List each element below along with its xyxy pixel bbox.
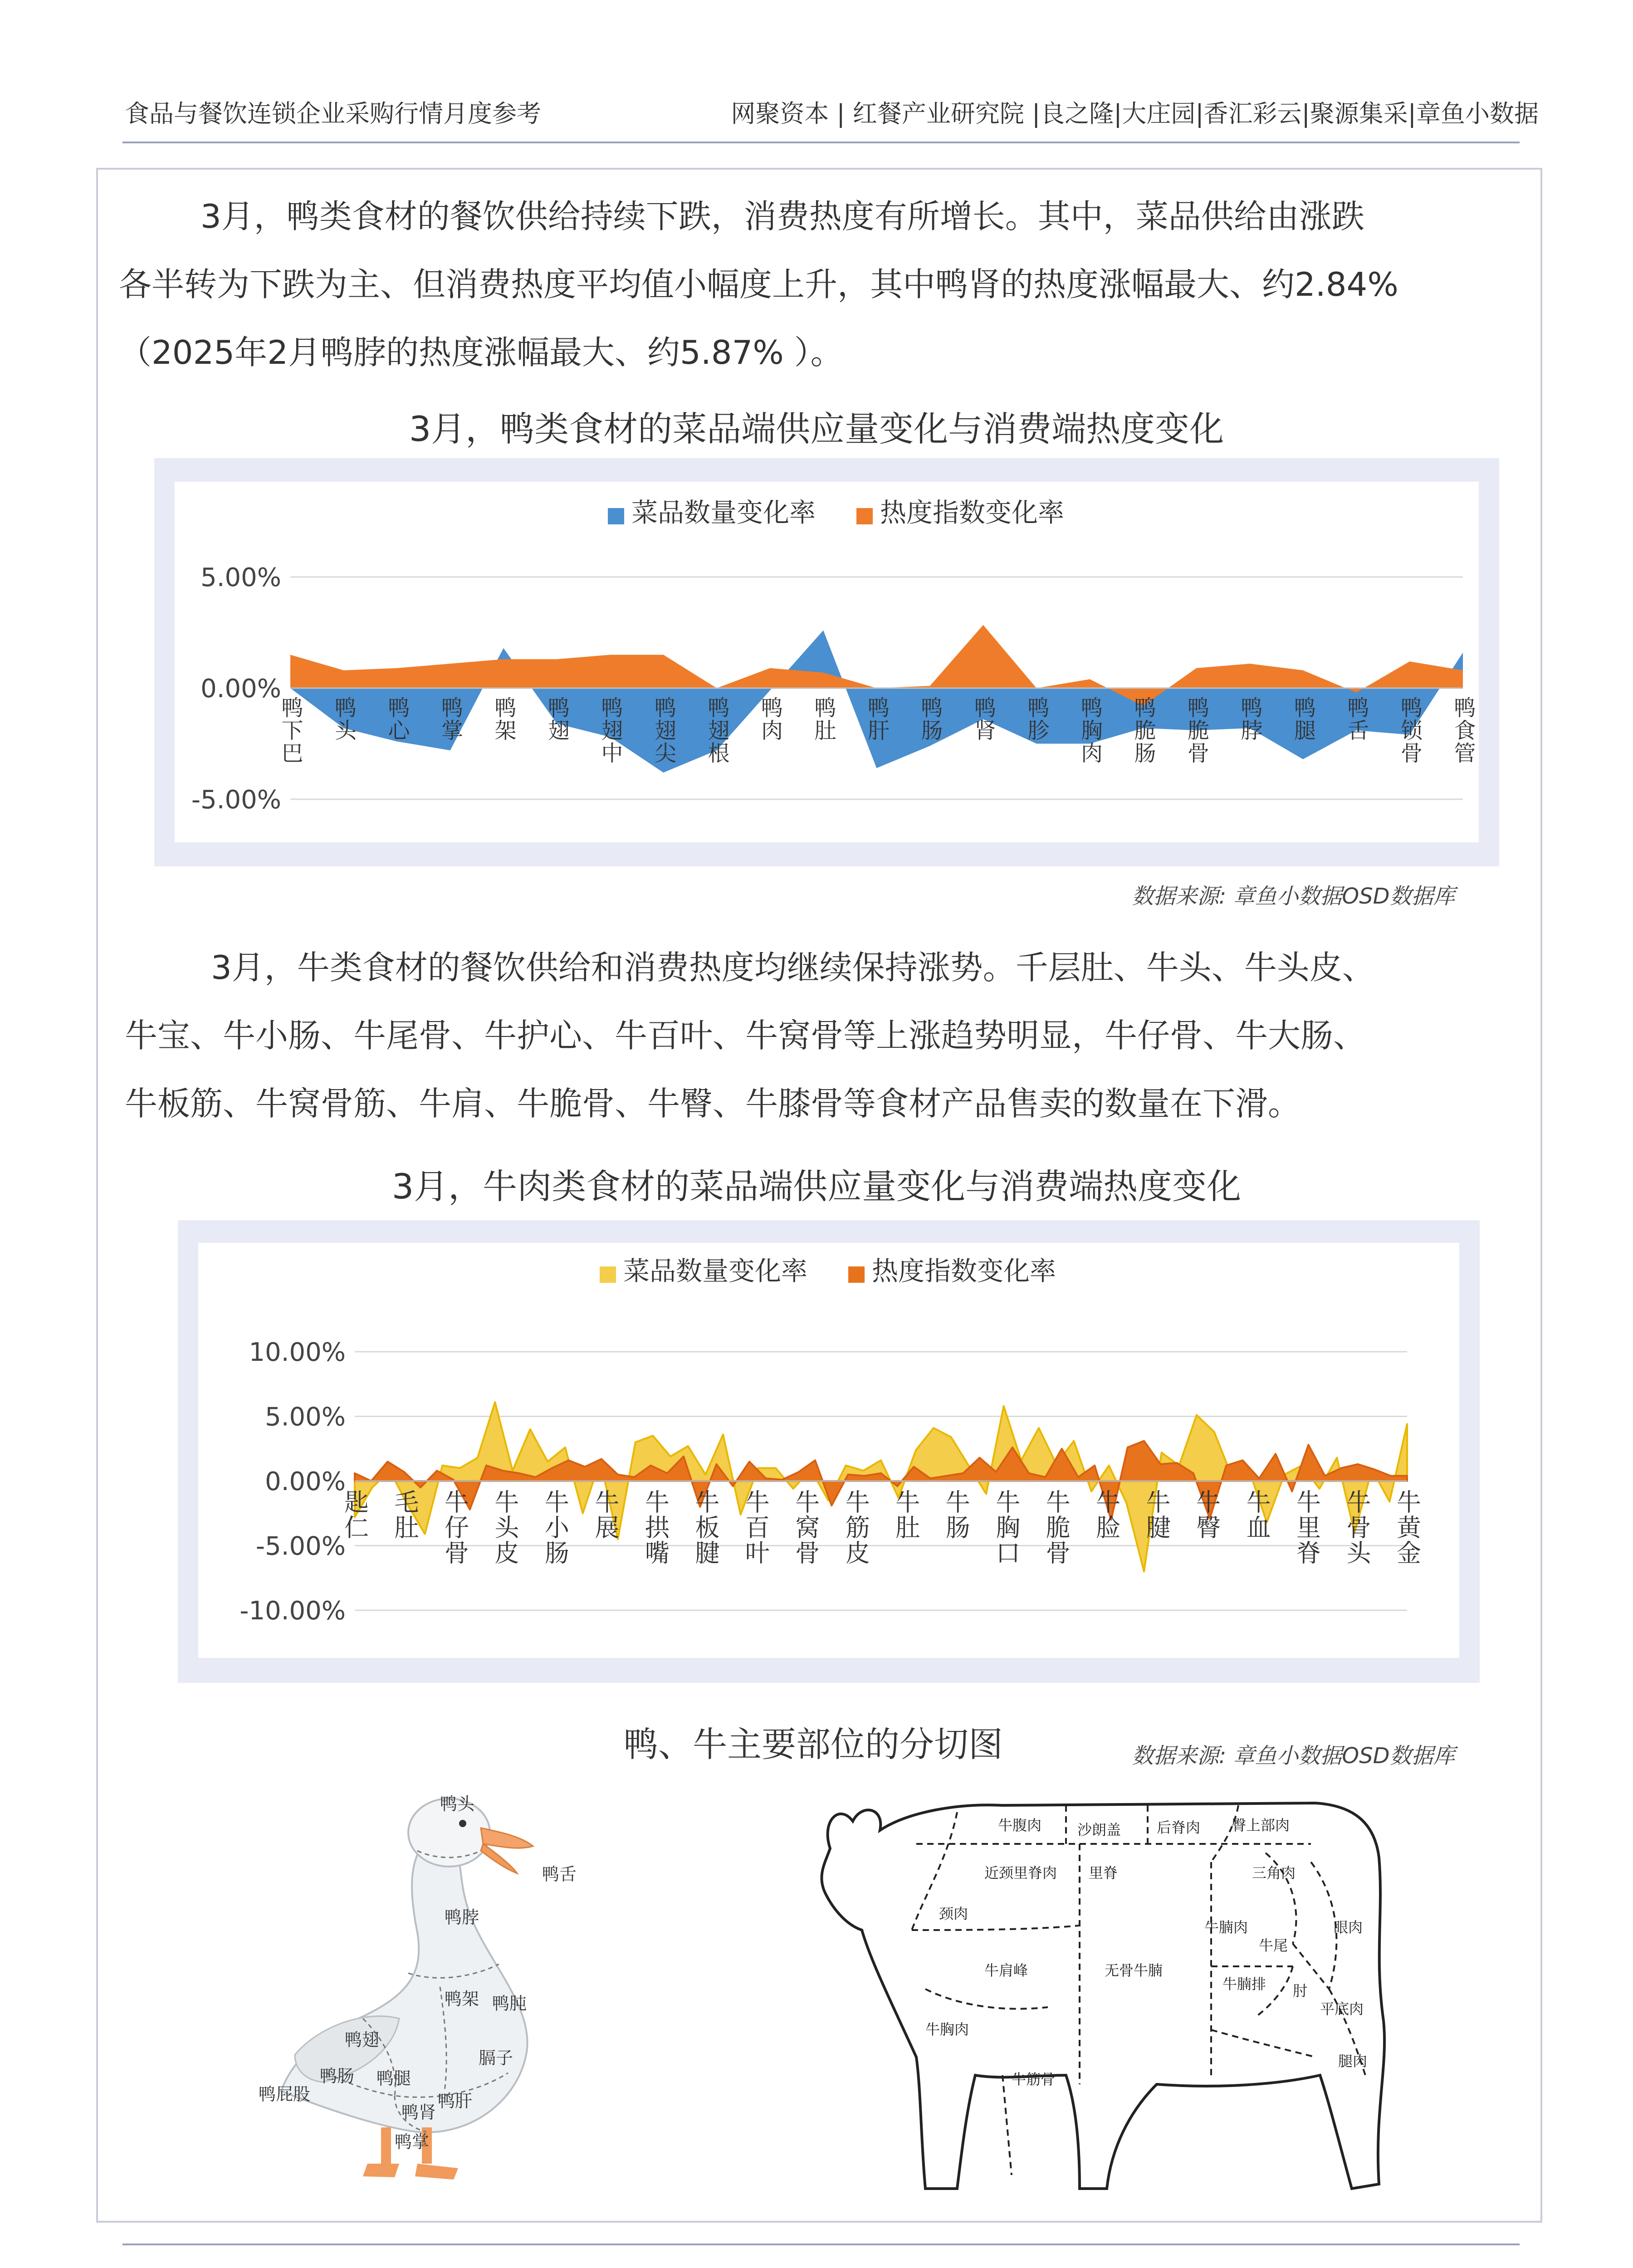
- header-divider: [122, 142, 1520, 143]
- x-tick-label: 牛腱: [1142, 1489, 1171, 1540]
- x-tick-label: 鸭肚: [811, 696, 836, 742]
- y-tick-label: -5.00%: [191, 785, 281, 815]
- x-tick-label: 牛百叶: [741, 1489, 770, 1565]
- x-tick-label: 牛骨头: [1343, 1489, 1372, 1565]
- duck-label: 鸭肠: [320, 2066, 355, 2086]
- duck-label: 鸭脖: [445, 1907, 479, 1927]
- y-tick-label: -5.00%: [255, 1531, 346, 1561]
- duck-label: 膈子: [479, 2048, 513, 2068]
- header-title: 食品与餐饮连锁企业采购行情月度参考: [125, 99, 541, 128]
- x-tick-label: 鸭胸肉: [1077, 696, 1103, 764]
- cow-label: 牛肩峰: [984, 1962, 1028, 1979]
- paragraph-line: 各半转为下跌为主、但消费热度平均值小幅度上升，其中鸭肾的热度涨幅最大、约2.84%: [119, 265, 1398, 303]
- duck-label: 鸭腿: [376, 2068, 411, 2088]
- x-tick-label: 鸭头: [331, 696, 357, 742]
- cow-label: 后脊肉: [1157, 1819, 1201, 1836]
- cow-label: 近颈里脊肉: [984, 1864, 1057, 1882]
- x-tick-label: 牛窝骨: [791, 1489, 820, 1565]
- legend-label: 菜品数量变化率: [623, 1256, 808, 1286]
- y-tick-label: 0.00%: [200, 674, 281, 704]
- x-tick-label: 鸭胗: [1024, 696, 1049, 742]
- cow-label: 牛胸肉: [925, 2021, 969, 2038]
- chart-title-duck: 3月，鸭类食材的菜品端供应量变化与消费端热度变化: [409, 409, 1224, 449]
- cow-label: 牛腩排: [1222, 1975, 1266, 1993]
- duck-eye: [459, 1820, 466, 1827]
- x-tick-label: 匙仁: [340, 1489, 369, 1540]
- cow-label: 平底肉: [1320, 2000, 1364, 2018]
- paragraph-duck: [119, 182, 1525, 386]
- legend-label: 菜品数量变化率: [631, 497, 816, 528]
- x-tick-label: 鸭翅尖: [650, 696, 676, 764]
- duck-leg: [381, 2127, 391, 2164]
- chart-duck: [154, 458, 1499, 866]
- cow-label: 眼肉: [1334, 1919, 1363, 1936]
- footer-divider: [122, 2244, 1520, 2245]
- x-tick-label: 鸭肝: [864, 696, 890, 742]
- cow-label: 颈肉: [939, 1905, 968, 1922]
- chart-beef-container: [178, 1220, 1480, 1683]
- x-tick-label: 牛展: [591, 1489, 620, 1540]
- chart-beef: [178, 1220, 1480, 1683]
- cow-label: 里脊: [1089, 1864, 1118, 1882]
- paragraph-line: 牛宝、牛小肠、牛尾骨、牛护心、牛百叶、牛窝骨等上涨趋势明显，牛仔骨、牛大肠、: [125, 1017, 1366, 1055]
- x-tick-label: 鸭架: [491, 696, 516, 742]
- duck-label: 鸭舌: [542, 1864, 577, 1884]
- x-tick-label: 牛头皮: [490, 1489, 519, 1565]
- x-tick-label: 鸭腿: [1290, 696, 1316, 742]
- x-tick-label: 毛肚: [390, 1489, 419, 1540]
- x-tick-label: 牛仔骨: [440, 1489, 469, 1565]
- x-tick-label: 牛臀: [1192, 1489, 1221, 1540]
- x-tick-label: 鸭舌: [1344, 696, 1369, 742]
- legend-swatch: [608, 508, 624, 524]
- cow-label: 肘: [1293, 1982, 1308, 1999]
- duck-foot: [363, 2164, 399, 2177]
- duck-label: 鸭头: [440, 1794, 475, 1814]
- x-tick-label: 鸭脖: [1237, 696, 1262, 742]
- paragraph-beef: [125, 934, 1531, 1138]
- cut-diagram-title: 鸭、牛主要部位的分切图: [624, 1724, 1003, 1765]
- x-tick-label: 鸭下巴: [278, 696, 303, 764]
- paragraph-line: （2025年2月鸭脖的热度涨幅最大、约5.87% ）。: [119, 333, 843, 371]
- duck-bill: [481, 1828, 533, 1848]
- x-tick-label: 牛胸口: [992, 1489, 1021, 1565]
- x-tick-label: 牛黄金: [1393, 1489, 1422, 1565]
- x-tick-label: 牛脆骨: [1042, 1489, 1071, 1565]
- y-tick-label: 5.00%: [265, 1402, 346, 1432]
- cow-label: 牛尾: [1259, 1937, 1288, 1954]
- cow-label: 沙朗盖: [1077, 1821, 1121, 1838]
- header-partners: 网聚资本 | 红餐产业研究院 |良之隆|大庄园|香汇彩云|聚源集采|章鱼小数据: [731, 99, 1539, 128]
- x-tick-label: 牛血: [1242, 1489, 1271, 1540]
- legend-label: 热度指数变化率: [872, 1256, 1056, 1286]
- y-tick-label: 0.00%: [265, 1467, 346, 1496]
- x-tick-label: 鸭肉: [757, 696, 783, 742]
- duck-label: 鸭肫: [492, 1994, 527, 2014]
- x-tick-label: 鸭翅中: [597, 696, 623, 764]
- duck-label: 鸭掌: [395, 2132, 430, 2152]
- x-tick-label: 鸭脆骨: [1183, 696, 1209, 764]
- legend-swatch: [856, 508, 873, 524]
- cow-label: 牛筋骨: [1012, 2071, 1056, 2088]
- x-tick-label: 牛肠: [942, 1489, 971, 1540]
- x-tick-label: 鸭锁骨: [1397, 696, 1423, 764]
- cow-label: 臀上部肉: [1232, 1817, 1290, 1834]
- plot-background: [198, 1243, 1459, 1658]
- duck-label: 鸭架: [445, 1989, 479, 2009]
- x-tick-label: 鸭掌: [437, 696, 463, 742]
- x-tick-label: 牛小肠: [541, 1489, 570, 1565]
- duck-label: 鸭肾: [401, 2102, 436, 2122]
- cow-label: 腿肉: [1338, 2053, 1368, 2070]
- duck-label: 鸭屁股: [259, 2084, 311, 2104]
- x-tick-label: 牛拱嘴: [641, 1489, 670, 1565]
- x-tick-label: 鸭脆肠: [1130, 696, 1156, 764]
- legend-label: 热度指数变化率: [880, 497, 1065, 528]
- x-tick-label: 牛筋皮: [841, 1489, 870, 1565]
- paragraph-line: 牛板筋、牛窝骨筋、牛肩、牛脆骨、牛臀、牛膝骨等食材产品售卖的数量在下滑。: [125, 1085, 1301, 1123]
- y-tick-label: 5.00%: [200, 563, 281, 592]
- paragraph-line: 3月，牛类食材的餐饮供给和消费热度均继续保持涨势。千层肚、牛头、牛头皮、: [211, 948, 1375, 987]
- chart-title-beef: 3月，牛肉类食材的菜品端供应量变化与消费端热度变化: [391, 1166, 1242, 1207]
- cow-label: 三角肉: [1252, 1864, 1296, 1882]
- x-tick-label: 牛里脊: [1292, 1489, 1321, 1565]
- duck-label: 鸭肝: [438, 2091, 473, 2111]
- chart-duck-container: [154, 458, 1499, 866]
- paragraph-line: 3月，鸭类食材的餐饮供给持续下跌，消费热度有所增长。其中，菜品供给由涨跌: [200, 197, 1364, 235]
- x-tick-label: 鸭食管: [1450, 696, 1476, 764]
- duck-label: 鸭翅: [345, 2030, 380, 2050]
- x-tick-label: 牛肚: [891, 1489, 920, 1540]
- x-tick-label: 鸭肾: [970, 696, 996, 742]
- y-tick-label: -10.00%: [240, 1596, 346, 1626]
- y-tick-label: 10.00%: [249, 1338, 346, 1367]
- x-tick-label: 鸭翅根: [704, 696, 729, 764]
- cow-label: 牛腩肉: [1204, 1919, 1248, 1936]
- legend-swatch: [600, 1266, 616, 1283]
- x-tick-label: 鸭肠: [917, 696, 943, 742]
- x-tick-label: 鸭心: [384, 696, 410, 742]
- data-source-note: 数据来源: 章鱼小数据OSD数据库: [1132, 884, 1455, 909]
- cow-label: 牛腹肉: [998, 1817, 1042, 1834]
- beef-cut-diagram: [812, 1794, 1406, 2202]
- duck-foot: [415, 2164, 458, 2180]
- cow-label: 无骨牛腩: [1105, 1962, 1163, 1979]
- duck-cut-diagram: [245, 1783, 662, 2191]
- x-tick-label: 牛脸: [1092, 1489, 1121, 1540]
- x-tick-label: 鸭翅: [544, 696, 570, 742]
- data-source-note: 数据来源: 章鱼小数据OSD数据库: [1132, 1743, 1455, 1769]
- legend-swatch: [848, 1266, 865, 1283]
- x-tick-label: 牛板腱: [691, 1489, 720, 1565]
